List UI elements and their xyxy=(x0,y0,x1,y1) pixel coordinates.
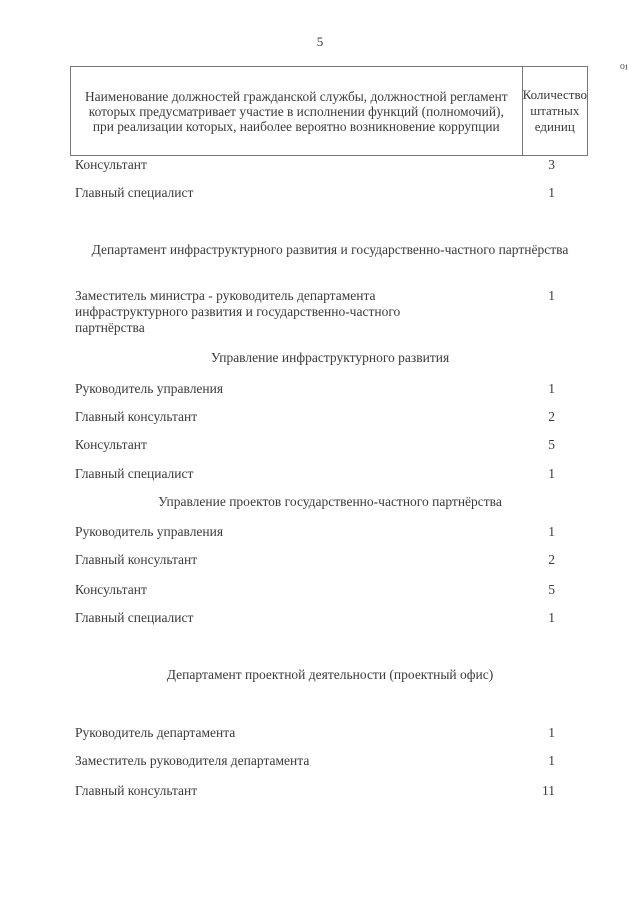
position-count: 1 xyxy=(548,610,555,625)
table-row xyxy=(75,157,565,173)
position-label: Руководитель управления xyxy=(75,524,224,539)
unit-heading: Управление инфраструктурного развития xyxy=(210,350,450,365)
position-count: 1 xyxy=(548,725,555,740)
position-label: Главный специалист xyxy=(75,466,194,481)
margin-mark: ⁰¹ xyxy=(620,62,629,76)
table-row xyxy=(75,582,565,598)
table-row xyxy=(75,725,565,741)
department-heading: Департамент проектной деятельности (проектный офис) xyxy=(166,667,494,682)
page-number: 5 xyxy=(316,34,324,49)
position-label: Консультант xyxy=(75,582,147,597)
position-label: Главный консультант xyxy=(75,552,198,567)
unit-heading: Управление проектов государственно-частного партнёрства xyxy=(158,494,502,509)
position-label: Заместитель министра - руководитель департамента инфраструктурного развития и государственно-частного партнёрства xyxy=(75,288,401,335)
position-label: Заместитель руководителя департамента xyxy=(75,753,310,768)
position-label: Консультант xyxy=(75,437,147,452)
table-row xyxy=(75,466,565,482)
table-header xyxy=(70,66,588,156)
header-positions-column: Наименование должностей гражданской службы, должностной регламент которых предусматривает участие в исполнении функций (полномочий), при реализации которых, наиболее вероятно возникновение коррупции xyxy=(71,67,523,155)
position-label: Руководитель управления xyxy=(75,381,224,396)
position-label: Главный специалист xyxy=(75,610,194,625)
position-label: Руководитель департамента xyxy=(75,725,236,740)
table-row xyxy=(75,288,565,336)
position-count: 5 xyxy=(548,582,555,597)
position-count: 2 xyxy=(548,552,555,567)
department-heading: Департамент инфраструктурного развития и государственно-частного партнёрства xyxy=(91,242,569,257)
position-count: 1 xyxy=(548,466,555,481)
table-row xyxy=(75,610,565,626)
position-count: 1 xyxy=(548,185,555,200)
table-row xyxy=(75,753,565,769)
position-count: 2 xyxy=(548,409,555,424)
position-label: Главный специалист xyxy=(75,185,194,200)
position-count: 3 xyxy=(548,157,555,172)
position-count: 1 xyxy=(548,524,555,539)
position-count: 1 xyxy=(548,753,555,768)
table-row xyxy=(75,524,565,540)
table-row xyxy=(75,409,565,425)
table-row xyxy=(75,437,565,453)
table-row xyxy=(75,185,565,201)
position-label: Главный консультант xyxy=(75,783,198,798)
table-row xyxy=(75,381,565,397)
position-count: 11 xyxy=(542,783,555,798)
table-row xyxy=(75,552,565,568)
position-label: Главный консультант xyxy=(75,409,198,424)
header-count-column: Количество штатных единиц xyxy=(522,87,587,134)
position-label: Консультант xyxy=(75,157,147,172)
position-count: 5 xyxy=(548,437,555,452)
table-row xyxy=(75,783,565,799)
position-count: 1 xyxy=(548,381,555,396)
position-count: 1 xyxy=(548,288,555,303)
